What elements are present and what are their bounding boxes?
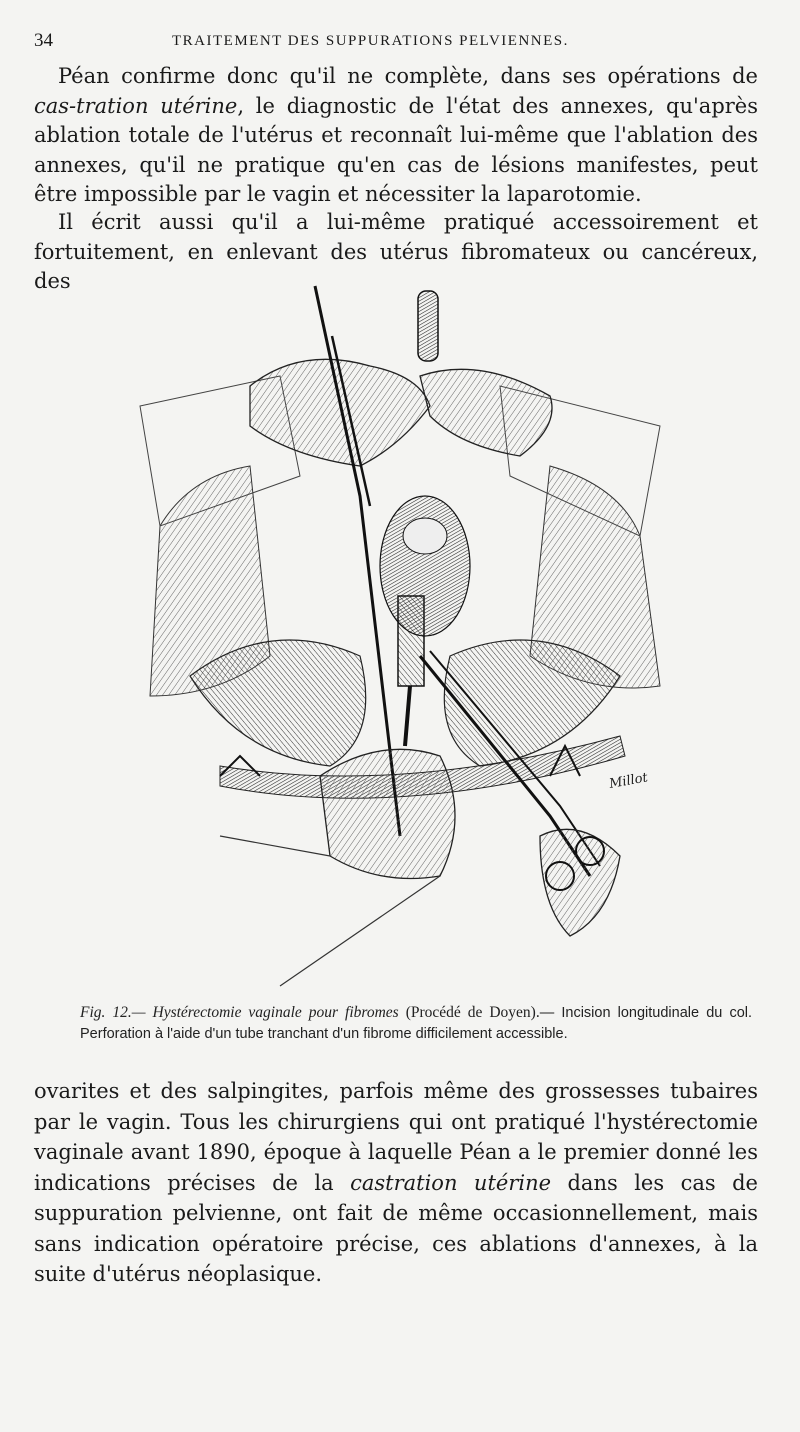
page-number: 34 bbox=[34, 30, 53, 51]
running-header bbox=[34, 30, 764, 56]
paragraph-1-emphasis: cas-tration utérine bbox=[34, 93, 238, 118]
figure-title: Hystérectomie vaginale pour fibromes bbox=[152, 1004, 399, 1021]
paragraph-1 bbox=[34, 62, 758, 210]
running-title: TRAITEMENT DES SUPPURATIONS PELVIENNES. bbox=[172, 33, 569, 49]
engraving-illustration bbox=[120, 276, 680, 992]
engraver-signature: Millot bbox=[608, 770, 649, 792]
paragraph-3-text-b: dans les cas de suppuration pelvienne, ont fait de même occasionnellement, mais sans indication opératoire précise, ces ablations d'annexes, à la suite d'utérus néoplasique. bbox=[34, 1170, 758, 1286]
figure-label: Fig. 12.— bbox=[80, 1004, 153, 1021]
figure-procedure: (Procédé de Doyen). bbox=[398, 1004, 540, 1021]
figure-description: — Incision longitudinale du col. Perforation à l'aide d'un tube tranchant d'un fibrome difficilement accessible. bbox=[80, 1005, 753, 1042]
paragraph-1-text-b: , le diagnostic de l'état des annexes, qu'après ablation totale de l'utérus et reconnaît lui-même que l'ablation des annexes, qu'il ne pratique qu'en cas de lésions manifestes, peut être impossible par le vagin et nécessiter la laparotomie. bbox=[34, 93, 759, 207]
surgical-engraving bbox=[120, 276, 680, 992]
paragraph-3-emphasis: castration utérine bbox=[350, 1170, 552, 1195]
figure-caption bbox=[80, 1002, 752, 1045]
paragraph-3-text-a: ovarites et des salpingites, parfois même des grossesses tubaires par le vagin. Tous les chirurgiens qui ont pratiqué l'hystérectomie vaginale avant 1890, époque à laquelle Péan a le premier donné les indications précises de la bbox=[34, 1079, 758, 1195]
paragraph-1-text-a: Péan confirme donc qu'il ne complète, dans ses opérations de bbox=[58, 64, 758, 88]
paragraph-2-text: Il écrit aussi qu'il a lui-même pratiqué accessoirement et fortuitement, en enlevant des utérus fibromateux ou cancéreux, des bbox=[34, 210, 758, 294]
paragraph-3 bbox=[34, 1076, 758, 1290]
